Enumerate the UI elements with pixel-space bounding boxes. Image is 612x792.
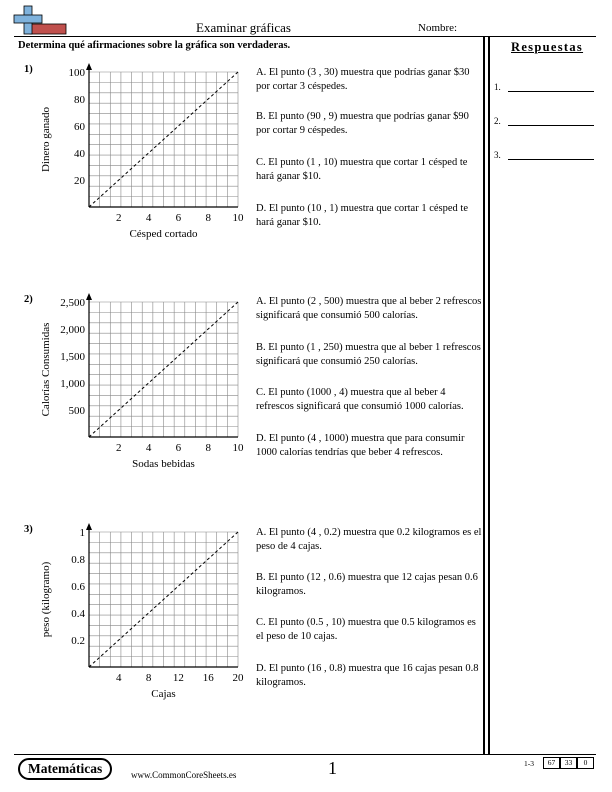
answer-blank-1[interactable] [508,91,594,92]
y-axis-arrow [86,63,92,70]
y-axis-label: peso (kilogramo) [40,561,52,638]
chart-3 [30,522,244,722]
page-title: Examinar gráficas [196,20,291,35]
x-tick-label: 8 [205,442,211,454]
x-tick-label: 6 [175,212,182,224]
x-tick-label: 20 [232,672,244,684]
choice-c: C. El punto (1 , 10) muestra que cortar 1 césped te hará ganar $10. [256,157,468,182]
y-axis-label: Calorías Consumidas [40,322,52,417]
y-axis-arrow [86,293,92,300]
answer-blank-2[interactable] [508,125,594,126]
website-link[interactable]: www.CommonCoreSheets.es [131,770,237,780]
x-tick-label: 6 [175,442,182,454]
y-tick-label: 0.6 [71,581,85,593]
answer-label-3: 3. [494,150,501,160]
x-axis-label: Cajas [151,688,176,700]
y-tick-label: 0.8 [71,554,85,566]
y-tick-label: 80 [74,94,85,106]
x-tick-label: 4 [116,672,122,684]
choice-b: B. El punto (12 , 0.6) muestra que 12 cajas pesan 0.6 kilogramos. [256,572,478,597]
y-tick-label: 60 [74,121,85,133]
score-box: 67 [543,757,560,769]
x-tick-label: 16 [202,672,214,684]
instructions: Determina qué afirmaciones sobre la gráfica son verdaderas. [18,40,291,51]
x-tick-label: 4 [145,442,152,454]
y-axis-arrow [86,523,92,530]
y-tick-label: 0.4 [71,608,85,620]
choice-c: C. El punto (0.5 , 10) muestra que 0.5 kilogramos es el peso de 10 cajas. [256,617,476,642]
y-tick-label: 1,000 [60,378,85,390]
choice-c: C. El punto (1000 , 4) muestra que al beber 4 refrescos significará que consumió 1000 calorías. [256,387,464,412]
question-number: 1) [24,64,33,75]
choice-d: D. El punto (4 , 1000) muestra que para consumir 1000 calorías tendrías que beber 4 refrescos. [256,433,465,458]
x-tick-label: 10 [232,442,244,454]
y-tick-label: 40 [74,148,85,160]
brand-badge: Matemáticas [18,758,112,780]
y-tick-label: 1,500 [60,351,85,363]
x-tick-label: 10 [232,212,244,224]
logo-icon [14,6,74,36]
choice-b: B. El punto (1 , 250) muestra que al beber 1 refrescos significará que consumió 250 calorías. [256,342,481,367]
x-tick-label: 8 [205,212,211,224]
x-axis-label: Sodas bebidas [132,458,195,470]
question-number: 2) [24,294,33,305]
choice-d: D. El punto (10 , 1) muestra que cortar 1 césped te hará ganar $10. [256,203,468,228]
x-tick-label: 2 [116,442,122,454]
y-tick-label: 0.2 [71,635,85,647]
y-tick-label: 100 [68,67,85,79]
choice-a: A. El punto (4 , 0.2) muestra que 0.2 kilogramos es el peso de 4 cajas. [256,527,482,552]
answer-label-1: 1. [494,82,501,92]
x-tick-label: 2 [116,212,122,224]
footer-divider [14,754,596,755]
choice-d: D. El punto (16 , 0.8) muestra que 16 cajas pesan 0.8 kilogramos. [256,663,479,688]
choice-a: A. El punto (2 , 500) muestra que al beber 2 refrescos significará que consumió 500 calorías. [256,296,482,321]
x-tick-label: 8 [145,672,152,684]
page-number: 1 [328,758,337,778]
x-axis-label: Césped cortado [129,228,198,240]
y-tick-label: 20 [74,175,85,187]
problem-range: 1-3 [524,759,534,768]
question-number: 3) [24,524,33,535]
answer-label-2: 2. [494,116,501,126]
answers-title: Respuestas [511,40,584,54]
answer-column-divider [488,37,490,754]
chart-1 [30,62,244,262]
y-tick-label: 500 [68,405,85,417]
score-box: 33 [560,757,577,769]
choice-b: B. El punto (90 , 9) muestra que podrías ganar $90 por cortar 9 céspedes. [256,111,469,136]
y-tick-label: 2,500 [60,297,85,309]
choice-a: A. El punto (3 , 30) muestra que podrías ganar $30 por cortar 3 céspedes. [256,67,470,92]
x-tick-label: 4 [145,212,152,224]
y-tick-label: 2,000 [60,324,85,336]
answer-blank-3[interactable] [508,159,594,160]
name-label: Nombre: [418,22,458,34]
chart-2 [30,292,244,492]
y-tick-label: 1 [79,527,85,539]
score-box: 0 [577,757,594,769]
header-divider [14,36,596,37]
y-axis-label: Dinero ganado [40,106,52,173]
x-tick-label: 12 [172,672,184,684]
